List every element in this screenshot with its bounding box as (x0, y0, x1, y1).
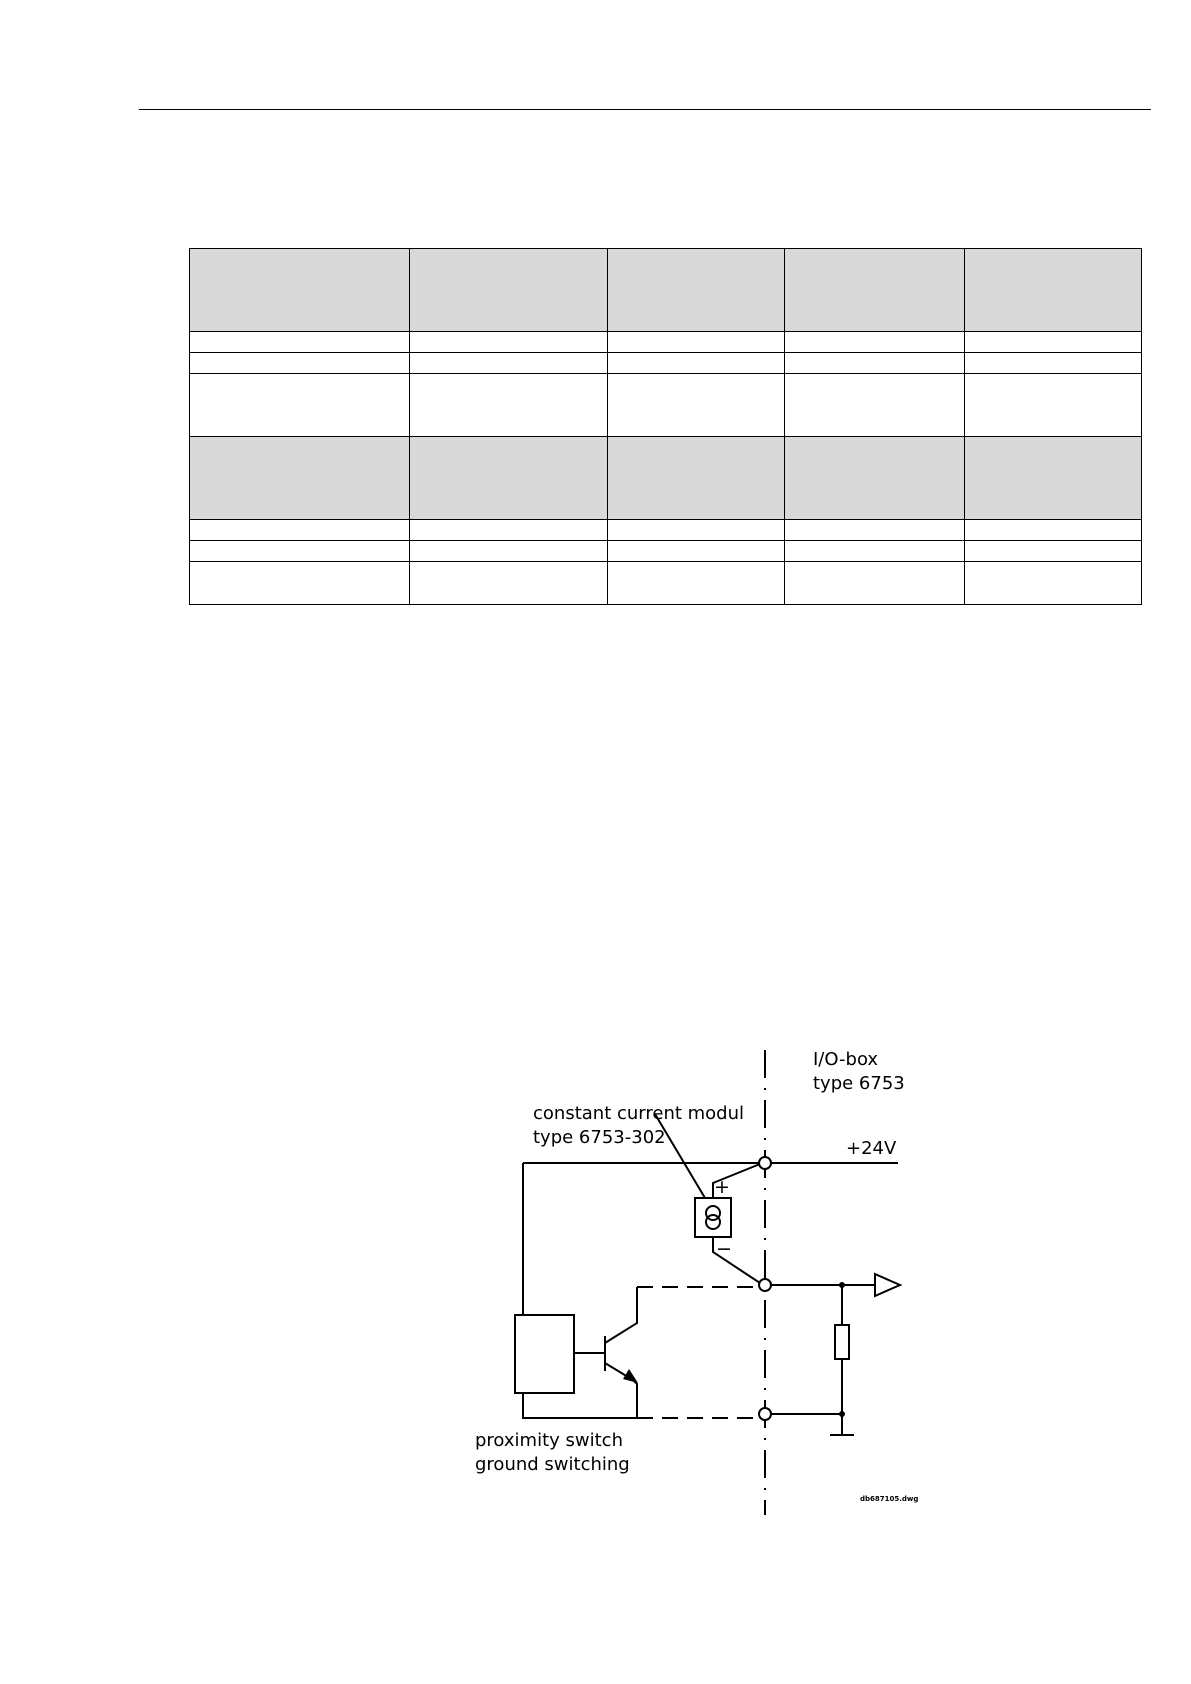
table-cell (608, 332, 785, 353)
supply-label: +24V (846, 1138, 897, 1159)
junction-dot (839, 1282, 845, 1288)
table-cell (608, 353, 785, 374)
table-cell (190, 353, 410, 374)
table-row (190, 520, 1142, 541)
table-cell (190, 249, 410, 332)
table-row (190, 332, 1142, 353)
table-cell (785, 374, 965, 437)
table-cell (608, 541, 785, 562)
spec-table (189, 248, 1142, 605)
table-cell (785, 353, 965, 374)
wire (523, 1393, 637, 1418)
table-row (190, 353, 1142, 374)
circuit-diagram-svg (460, 1040, 930, 1520)
junction-dot (839, 1411, 845, 1417)
table-cell (965, 437, 1142, 520)
box-label-line1: I/O-box (813, 1049, 879, 1070)
table-cell (608, 249, 785, 332)
table-cell (965, 374, 1142, 437)
constant-current-module (695, 1198, 731, 1237)
table-cell (965, 520, 1142, 541)
table-cell (785, 541, 965, 562)
table-header-row (190, 249, 1142, 332)
table-cell (608, 520, 785, 541)
transistor-emitter (605, 1363, 637, 1418)
table-cell (965, 541, 1142, 562)
table-cell (608, 562, 785, 605)
transistor-collector (605, 1287, 637, 1343)
table-cell (785, 520, 965, 541)
table-cell (410, 562, 608, 605)
drawing-ref: db687105.dwg (860, 1495, 919, 1503)
table-header-row (190, 437, 1142, 520)
table-cell (190, 374, 410, 437)
switch-label-line1: proximity switch (475, 1430, 623, 1451)
current-source-icon (706, 1215, 720, 1229)
table-cell (190, 332, 410, 353)
resistor (835, 1325, 849, 1359)
table-cell (410, 520, 608, 541)
table-cell (785, 437, 965, 520)
table-cell (410, 541, 608, 562)
table-cell (608, 374, 785, 437)
table-cell (965, 562, 1142, 605)
terminal (759, 1279, 771, 1291)
proximity-switch (515, 1315, 574, 1393)
switch-label-line2: ground switching (475, 1454, 630, 1475)
table-cell (410, 332, 608, 353)
table-cell (410, 437, 608, 520)
table-cell (190, 437, 410, 520)
table-cell (608, 437, 785, 520)
table-cell (190, 562, 410, 605)
circuit-diagram (460, 1040, 930, 1520)
minus-sign: − (716, 1238, 732, 1260)
table-cell (190, 520, 410, 541)
table-cell (410, 249, 608, 332)
table-cell (410, 374, 608, 437)
table-cell (785, 249, 965, 332)
output-arrow-icon (875, 1274, 900, 1296)
table-cell (965, 332, 1142, 353)
terminal (759, 1408, 771, 1420)
header-rule (139, 109, 1151, 110)
module-label-line2: type 6753-302 (533, 1127, 666, 1148)
terminal (759, 1157, 771, 1169)
table-row (190, 562, 1142, 605)
module-label-line1: constant current modul (533, 1103, 745, 1124)
table-cell (785, 562, 965, 605)
table-row (190, 541, 1142, 562)
emitter-arrow-icon (623, 1369, 638, 1383)
table-cell (410, 353, 608, 374)
plus-sign: + (714, 1176, 730, 1198)
table-row (190, 374, 1142, 437)
table-cell (965, 249, 1142, 332)
box-label-line2: type 6753 (813, 1073, 905, 1094)
table-cell (190, 541, 410, 562)
table-cell (785, 332, 965, 353)
table-cell (965, 353, 1142, 374)
